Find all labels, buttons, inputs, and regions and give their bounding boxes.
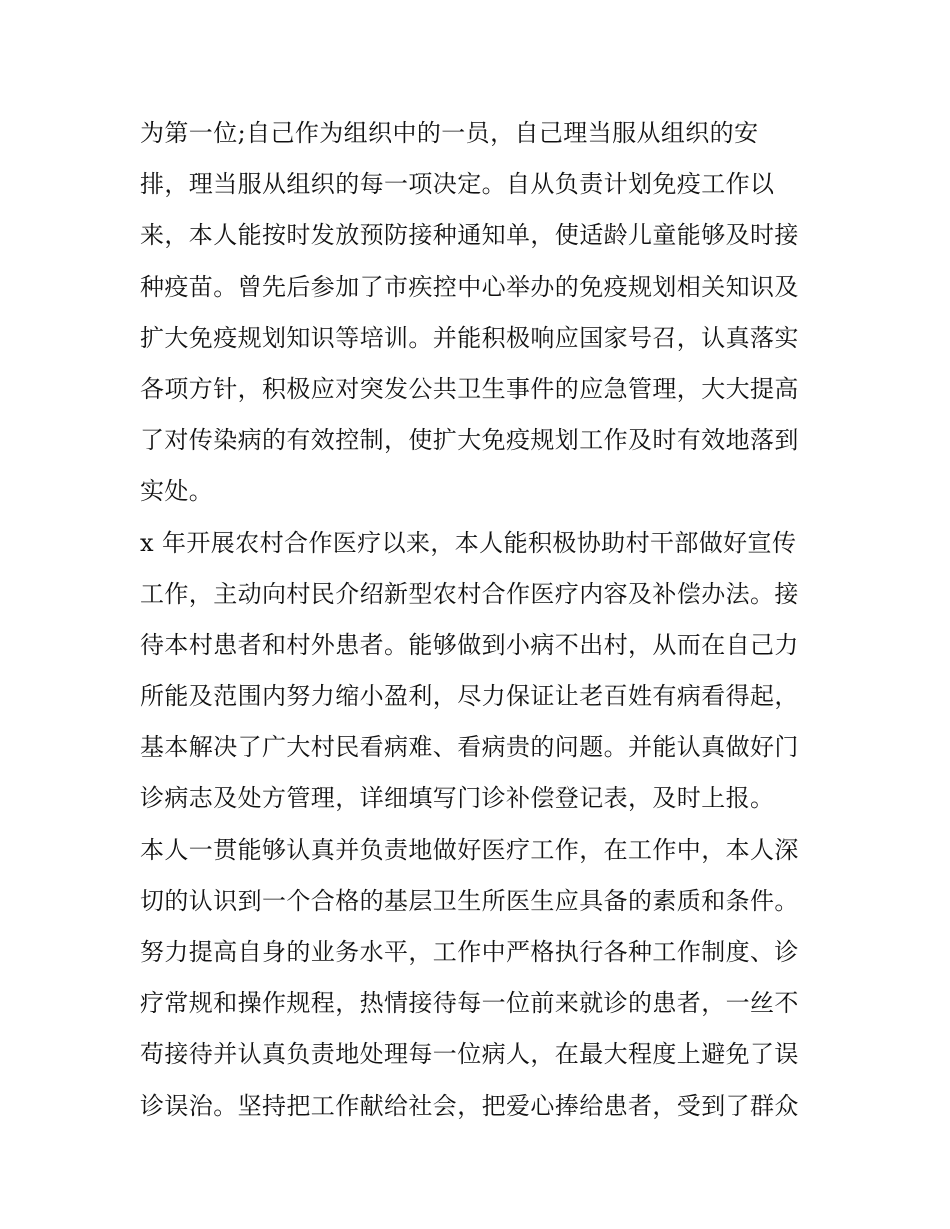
text-line: 来，本人能按时发放预防接种通知单，使适龄儿童能够及时接 [140,221,799,250]
text-line: 努力提高自身的业务水平，工作中严格执行各种工作制度、诊 [140,938,799,966]
text-line: 所能及范围内努力缩小盈利，尽力保证让老百姓有病看得起， [140,682,799,711]
text-line: 实处。 [140,477,214,506]
text-line: 待本村患者和村外患者。能够做到小病不出村，从而在自己力 [140,630,799,659]
text-line: 诊误治。坚持把工作献给社会，把爱心捧给患者，受到了群众 [140,1091,799,1120]
text-line: 了对传染病的有效控制，使扩大免疫规划工作及时有效地落到 [140,426,799,455]
document-body [140,108,820,1132]
text-line: 排，理当服从组织的每一项决定。自从负责计划免疫工作以 [140,170,775,199]
text-line: 切的认识到一个合格的基层卫生所医生应具备的素质和条件。 [140,886,799,915]
text-line: 诊病志及处方管理，详细填写门诊补偿登记表，及时上报。 [140,784,775,813]
text-line: 苟接待并认真负责地处理每一位病人，在最大程度上避免了误 [140,1040,799,1069]
text-line: 疗常规和操作规程，热情接待每一位前来就诊的患者，一丝不 [140,989,799,1018]
text-line: 本人一贯能够认真并负责地做好医疗工作，在工作中，本人深 [140,835,799,864]
text-line: 工作，主动向村民介绍新型农村合作医疗内容及补偿办法。接 [140,579,799,608]
text-line: 各项方针，积极应对突发公共卫生事件的应急管理，大大提高 [140,374,799,403]
text-line: 种疫苗。曾先后参加了市疾控中心举办的免疫规划相关知识及 [140,272,799,301]
text-line: 基本解决了广大村民看病难、看病贵的问题。并能认真做好门 [140,733,799,762]
text-line: x 年开展农村合作医疗以来，本人能积极协助村干部做好宣传 [140,528,797,557]
text-line: 扩大免疫规划知识等培训。并能积极响应国家号召，认真落实 [140,323,799,352]
text-line: 为第一位;自己作为组织中的一员，自己理当服从组织的安 [140,119,759,147]
